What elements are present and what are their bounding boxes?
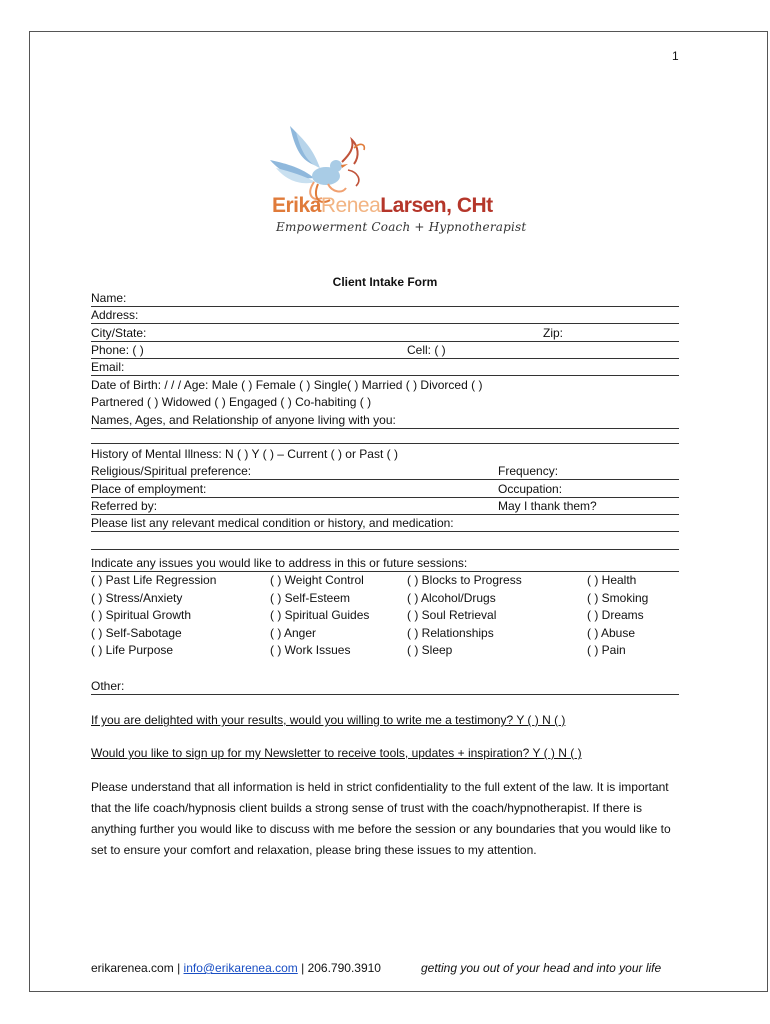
issues-column-3 [407, 572, 522, 660]
issue-option[interactable]: ( ) Self-Esteem [270, 590, 351, 605]
issue-option[interactable]: ( ) Spiritual Guides [270, 608, 370, 622]
referred-field[interactable] [91, 499, 679, 515]
footer-separator: | [177, 961, 181, 975]
employment-field[interactable] [91, 482, 679, 498]
brand-last: Larsen, [380, 194, 452, 217]
newsletter-question[interactable]: Would you like to sign up for my Newsletter to receive tools, updates + inspiration? Y ( ) N ( ) [91, 746, 582, 760]
issue-option[interactable]: ( ) Past Life Regression [91, 573, 217, 587]
issue-option[interactable]: ( ) Stress/Anxiety [91, 590, 183, 605]
footer-separator: | [301, 961, 305, 975]
brand-name [272, 194, 493, 218]
issue-option[interactable]: ( ) Abuse [587, 625, 636, 640]
issues-column-2 [270, 572, 369, 660]
other-field[interactable]: Other: [91, 679, 679, 695]
issue-option[interactable]: ( ) Weight Control [270, 573, 364, 587]
footer-tagline: getting you out of your head and into your life [421, 961, 662, 975]
city-state-field[interactable] [91, 326, 679, 342]
phone-label: Phone: ( ) [91, 343, 144, 357]
thank-label: May I thank them? [498, 499, 597, 513]
issue-option[interactable]: ( ) Life Purpose [91, 643, 174, 657]
city-state-label: City/State: [91, 326, 147, 340]
issue-option[interactable]: ( ) Self-Sabotage [91, 625, 182, 640]
confidentiality-notice: Please understand that all information is held in strict confidentiality to the full extent of the law. It is important that the life coach/hypnosis client builds a strong sense of trust with the coach/hypnotherapist. If there is anything further you would like to discuss with me before the session or any boundaries that you would like to set to ensure your comfort and relaxation, please bring these issues to my attention. [91, 780, 671, 857]
brand-suffix: CHt [456, 194, 493, 217]
issues-prompt: Indicate any issues you would like to address in this or future sessions: [91, 556, 679, 572]
email-field[interactable]: Email: [91, 360, 679, 376]
frequency-label: Frequency: [498, 464, 559, 478]
phone-field[interactable] [91, 343, 679, 359]
issue-option[interactable]: ( ) Health [587, 573, 637, 587]
occupation-label: Occupation: [498, 482, 563, 496]
household-field[interactable]: Names, Ages, and Relationship of anyone living with you: [91, 413, 679, 429]
zip-label: Zip: [543, 326, 564, 340]
page-number: 1 [672, 49, 679, 63]
employment-label: Place of employment: [91, 482, 207, 496]
cell-label: Cell: ( ) [407, 343, 446, 357]
blank-line[interactable] [91, 549, 679, 550]
issues-column-1 [91, 572, 216, 660]
blank-line[interactable] [91, 443, 679, 444]
brand-first: Erika [272, 194, 321, 217]
religious-field[interactable] [91, 464, 679, 480]
testimony-question[interactable]: If you are delighted with your results, would you willing to write me a testimony? Y ( ) N ( ) [91, 713, 566, 727]
footer [91, 961, 662, 975]
referred-label: Referred by: [91, 499, 158, 513]
footer-email-link[interactable]: info@erikarenea.com [183, 961, 298, 975]
issue-option[interactable]: ( ) Sleep [407, 643, 453, 657]
issue-option[interactable]: ( ) Work Issues [270, 643, 351, 657]
dob-row[interactable]: Date of Birth: / / / Age: Male ( ) Female ( ) Single( ) Married ( ) Divorced ( ) [91, 378, 483, 392]
issues-column-4 [587, 572, 648, 660]
form-title: Client Intake Form [332, 275, 438, 289]
religious-label: Religious/Spiritual preference: [91, 464, 252, 478]
issue-option[interactable]: ( ) Anger [270, 625, 317, 640]
footer-phone: 206.790.3910 [307, 961, 381, 975]
address-field[interactable]: Address: [91, 308, 679, 324]
issue-option[interactable]: ( ) Relationships [407, 625, 494, 640]
issue-option[interactable]: ( ) Soul Retrieval [407, 608, 497, 622]
issue-option[interactable]: ( ) Alcohol/Drugs [407, 590, 496, 605]
medical-field[interactable]: Please list any relevant medical condition or history, and medication: [91, 516, 679, 532]
issue-option[interactable]: ( ) Blocks to Progress [407, 573, 522, 587]
status-row[interactable]: Partnered ( ) Widowed ( ) Engaged ( ) Co-habiting ( ) [91, 395, 372, 409]
issue-option[interactable]: ( ) Pain [587, 643, 626, 657]
issue-option[interactable]: ( ) Smoking [587, 590, 649, 605]
footer-site: erikarenea.com [91, 961, 174, 975]
issue-option[interactable]: ( ) Dreams [587, 608, 644, 622]
issue-option[interactable]: ( ) Spiritual Growth [91, 608, 192, 622]
brand-tagline: Empowerment Coach + Hypnotherapist [276, 220, 527, 234]
mental-history-row[interactable]: History of Mental Illness: N ( ) Y ( ) – Current ( ) or Past ( ) [91, 447, 398, 461]
brand-middle: Renea [320, 194, 381, 217]
name-field[interactable]: Name: [91, 291, 679, 307]
